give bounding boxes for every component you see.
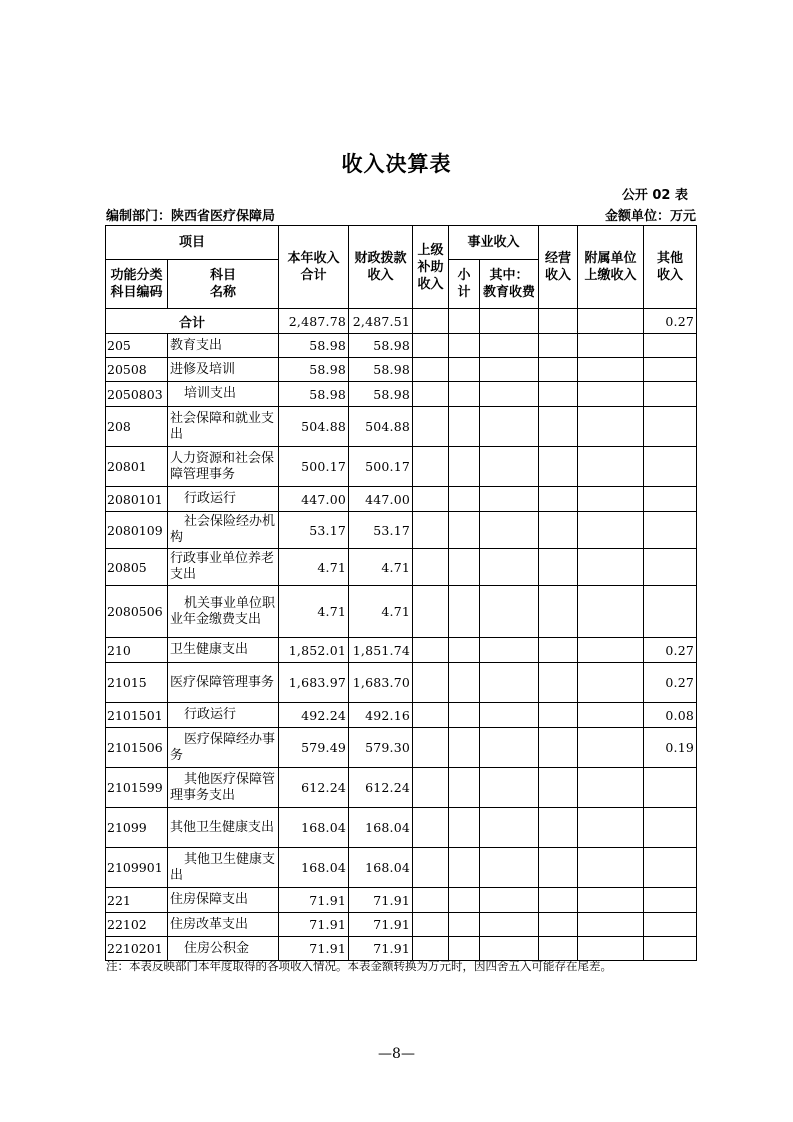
empty-cell: [539, 447, 578, 487]
empty-cell: [539, 586, 578, 638]
name-cell: 医疗保障管理事务: [168, 663, 279, 703]
fiscal-cell: 492.16: [349, 703, 413, 728]
total-cell: 4.71: [279, 549, 349, 586]
empty-cell: [449, 808, 480, 848]
table-row: [106, 848, 697, 888]
header-superior-line2: 补助: [417, 259, 444, 275]
empty-cell: [449, 728, 480, 768]
page-title: 收入决算表: [341, 152, 452, 176]
empty-cell: [578, 728, 644, 768]
empty-cell: [413, 334, 449, 358]
total-cell: 579.49: [279, 728, 349, 768]
table-row: [106, 638, 697, 663]
compiling-department: 编制部门：陕西省医疗保障局: [106, 209, 276, 224]
empty-cell: [413, 512, 449, 549]
empty-cell: [539, 334, 578, 358]
code-cell: 2210201: [106, 937, 168, 961]
name-cell: 教育支出: [168, 334, 279, 358]
code-cell: 2101501: [106, 703, 168, 728]
other-cell: [644, 487, 697, 512]
empty-cell: [413, 382, 449, 407]
header-total: [279, 226, 349, 309]
empty-cell: [449, 638, 480, 663]
empty-cell: [539, 888, 578, 913]
total-cell: 71.91: [279, 937, 349, 961]
empty-cell: [449, 937, 480, 961]
table-number: 公开 02 表: [621, 188, 688, 203]
code-cell: 2101506: [106, 728, 168, 768]
total-cell: 504.88: [279, 407, 349, 447]
code-cell: 208: [106, 407, 168, 447]
header-superior-line3: 收入: [417, 276, 444, 292]
header-subtotal-line2: 计: [457, 285, 471, 300]
total-cell: 58.98: [279, 334, 349, 358]
empty-cell: [480, 334, 539, 358]
header-func-code-line2: 科目编码: [110, 285, 163, 300]
empty-cell: [449, 487, 480, 512]
empty-cell: [578, 663, 644, 703]
empty-cell: [578, 334, 644, 358]
code-cell: 21015: [106, 663, 168, 703]
header-item: 项目: [106, 226, 279, 260]
empty-cell: [449, 382, 480, 407]
empty-cell: [480, 808, 539, 848]
empty-cell: [449, 512, 480, 549]
empty-cell: [539, 309, 578, 334]
empty-cell: [413, 447, 449, 487]
empty-cell: [578, 848, 644, 888]
empty-cell: [480, 487, 539, 512]
fiscal-cell: 168.04: [349, 848, 413, 888]
code-cell: 2050803: [106, 382, 168, 407]
empty-cell: [578, 913, 644, 937]
header-other-line1: 其他: [657, 251, 684, 266]
empty-cell: [539, 728, 578, 768]
other-cell: [644, 512, 697, 549]
table-row: [106, 407, 697, 447]
header-subtotal: [449, 260, 480, 309]
table-row: [106, 487, 697, 512]
header-func-code: [106, 260, 168, 309]
empty-cell: [578, 638, 644, 663]
empty-cell: [413, 913, 449, 937]
fiscal-cell: 58.98: [349, 334, 413, 358]
total-cell: 1,683.97: [279, 663, 349, 703]
name-cell: 其他卫生健康支出: [168, 808, 279, 848]
fiscal-cell: 504.88: [349, 407, 413, 447]
other-cell: [644, 913, 697, 937]
empty-cell: [480, 512, 539, 549]
name-cell: 住房公积金: [168, 937, 279, 961]
other-cell: [644, 768, 697, 808]
empty-cell: [480, 586, 539, 638]
header-fiscal-line1: 财政拨款: [354, 251, 407, 266]
empty-cell: [578, 382, 644, 407]
empty-cell: [480, 888, 539, 913]
name-cell: 社会保障和就业支出: [168, 407, 279, 447]
other-cell: [644, 358, 697, 382]
name-cell: 住房保障支出: [168, 888, 279, 913]
empty-cell: [539, 407, 578, 447]
name-cell: 其他医疗保障管理事务支出: [168, 768, 279, 808]
empty-cell: [480, 638, 539, 663]
fiscal-cell: 500.17: [349, 447, 413, 487]
empty-cell: [449, 888, 480, 913]
table-note: 注：本表反映部门本年度取得的各项收入情况。本表金额转换为万元时，因四舍五入可能存在尾差。: [106, 959, 612, 973]
name-cell: 其他卫生健康支出: [168, 848, 279, 888]
empty-cell: [449, 586, 480, 638]
empty-cell: [413, 937, 449, 961]
empty-cell: [539, 358, 578, 382]
empty-cell: [449, 913, 480, 937]
total-cell: 168.04: [279, 848, 349, 888]
name-cell: 行政运行: [168, 487, 279, 512]
name-cell: 卫生健康支出: [168, 638, 279, 663]
fiscal-cell: 71.91: [349, 888, 413, 913]
total-cell: 447.00: [279, 487, 349, 512]
name-cell: 住房改革支出: [168, 913, 279, 937]
page-number: —8—: [378, 1046, 415, 1062]
empty-cell: [413, 549, 449, 586]
header-edu-fee-line2: 教育收费: [483, 285, 536, 300]
empty-cell: [578, 703, 644, 728]
empty-cell: [480, 913, 539, 937]
table-row: [106, 808, 697, 848]
fiscal-cell: 71.91: [349, 937, 413, 961]
header-superior-line1: 上级: [417, 242, 444, 258]
table-row: [106, 586, 697, 638]
other-cell: [644, 586, 697, 638]
empty-cell: [413, 703, 449, 728]
fiscal-cell: 58.98: [349, 358, 413, 382]
empty-cell: [539, 937, 578, 961]
table-row: [106, 913, 697, 937]
table-row: [106, 512, 697, 549]
empty-cell: [413, 728, 449, 768]
name-cell: 社会保险经办机构: [168, 512, 279, 549]
header-other: [644, 226, 697, 309]
empty-cell: [578, 937, 644, 961]
empty-cell: [413, 768, 449, 808]
name-cell: 行政事业单位养老支出: [168, 549, 279, 586]
total-row-fiscal: 2,487.51: [349, 309, 413, 334]
empty-cell: [539, 768, 578, 808]
total-cell: 71.91: [279, 913, 349, 937]
empty-cell: [413, 358, 449, 382]
table-header: [106, 226, 697, 309]
empty-cell: [539, 913, 578, 937]
empty-cell: [413, 663, 449, 703]
empty-cell: [480, 358, 539, 382]
total-cell: 4.71: [279, 586, 349, 638]
total-row-label: 合计: [106, 309, 279, 334]
total-cell: 168.04: [279, 808, 349, 848]
header-affiliated: [578, 226, 644, 309]
name-cell: 医疗保障经办事务: [168, 728, 279, 768]
header-name-line1: 科目: [210, 268, 237, 283]
empty-cell: [480, 407, 539, 447]
amount-unit: 金额单位：万元: [604, 209, 696, 224]
other-cell: 0.19: [644, 728, 697, 768]
header-operating: [539, 226, 578, 309]
total-cell: 58.98: [279, 358, 349, 382]
empty-cell: [480, 937, 539, 961]
empty-cell: [578, 512, 644, 549]
other-cell: [644, 407, 697, 447]
table-row: [106, 937, 697, 961]
header-operating-line1: 经营: [545, 251, 572, 266]
header-affiliated-line1: 附属单位: [584, 251, 637, 266]
empty-cell: [578, 358, 644, 382]
header-name-line2: 名称: [210, 285, 237, 300]
header-other-line2: 收入: [657, 268, 684, 283]
empty-cell: [578, 487, 644, 512]
header-operating-line2: 收入: [545, 268, 572, 283]
header-total-line2: 合计: [300, 268, 327, 283]
header-name: [168, 260, 279, 309]
header-fiscal-line2: 收入: [367, 268, 394, 283]
empty-cell: [480, 447, 539, 487]
name-cell: 行政运行: [168, 703, 279, 728]
empty-cell: [539, 638, 578, 663]
header-superior: [413, 226, 449, 309]
code-cell: 20805: [106, 549, 168, 586]
fiscal-cell: 71.91: [349, 913, 413, 937]
revenue-table: [105, 225, 697, 961]
empty-cell: [539, 549, 578, 586]
code-cell: 210: [106, 638, 168, 663]
other-cell: 0.08: [644, 703, 697, 728]
table-row: [106, 728, 697, 768]
header-fiscal: [349, 226, 413, 309]
other-cell: 0.27: [644, 663, 697, 703]
empty-cell: [480, 728, 539, 768]
other-cell: [644, 848, 697, 888]
empty-cell: [539, 512, 578, 549]
empty-cell: [413, 586, 449, 638]
empty-cell: [413, 309, 449, 334]
empty-cell: [578, 888, 644, 913]
header-edu-fee: [480, 260, 539, 309]
name-cell: 机关事业单位职业年金缴费支出: [168, 586, 279, 638]
fiscal-cell: 53.17: [349, 512, 413, 549]
table-row: [106, 358, 697, 382]
empty-cell: [449, 768, 480, 808]
other-cell: [644, 888, 697, 913]
other-cell: [644, 549, 697, 586]
code-cell: 20801: [106, 447, 168, 487]
total-cell: 1,852.01: [279, 638, 349, 663]
table-row: [106, 382, 697, 407]
empty-cell: [578, 309, 644, 334]
empty-cell: [449, 848, 480, 888]
empty-cell: [413, 848, 449, 888]
empty-cell: [539, 808, 578, 848]
empty-cell: [449, 407, 480, 447]
total-cell: 612.24: [279, 768, 349, 808]
empty-cell: [413, 407, 449, 447]
empty-cell: [480, 848, 539, 888]
total-row-total: 2,487.78: [279, 309, 349, 334]
other-cell: [644, 382, 697, 407]
empty-cell: [539, 848, 578, 888]
table-row: [106, 447, 697, 487]
empty-cell: [539, 703, 578, 728]
total-cell: 500.17: [279, 447, 349, 487]
header-edu-fee-line1: 其中：: [489, 268, 529, 283]
other-cell: [644, 937, 697, 961]
fiscal-cell: 447.00: [349, 487, 413, 512]
table-row: [106, 768, 697, 808]
empty-cell: [480, 663, 539, 703]
empty-cell: [539, 663, 578, 703]
empty-cell: [449, 447, 480, 487]
empty-cell: [578, 768, 644, 808]
empty-cell: [449, 358, 480, 382]
table-row: [106, 549, 697, 586]
total-cell: 53.17: [279, 512, 349, 549]
code-cell: 2080101: [106, 487, 168, 512]
empty-cell: [578, 549, 644, 586]
fiscal-cell: 4.71: [349, 586, 413, 638]
empty-cell: [449, 309, 480, 334]
fiscal-cell: 612.24: [349, 768, 413, 808]
table-row: [106, 888, 697, 913]
total-cell: 58.98: [279, 382, 349, 407]
code-cell: 221: [106, 888, 168, 913]
empty-cell: [578, 447, 644, 487]
empty-cell: [449, 663, 480, 703]
header-subtotal-line1: 小: [457, 268, 471, 283]
fiscal-cell: 579.30: [349, 728, 413, 768]
code-cell: 2080506: [106, 586, 168, 638]
code-cell: 2109901: [106, 848, 168, 888]
fiscal-cell: 58.98: [349, 382, 413, 407]
table-row: [106, 663, 697, 703]
empty-cell: [413, 487, 449, 512]
empty-cell: [413, 808, 449, 848]
fiscal-cell: 4.71: [349, 549, 413, 586]
code-cell: 21099: [106, 808, 168, 848]
code-cell: 205: [106, 334, 168, 358]
name-cell: 进修及培训: [168, 358, 279, 382]
header-affiliated-line2: 上缴收入: [584, 268, 637, 283]
header-business: 事业收入: [449, 226, 539, 260]
empty-cell: [578, 808, 644, 848]
total-row: [106, 309, 697, 334]
other-cell: [644, 808, 697, 848]
header-func-code-line1: 功能分类: [110, 268, 163, 283]
total-cell: 71.91: [279, 888, 349, 913]
empty-cell: [480, 382, 539, 407]
empty-cell: [578, 407, 644, 447]
other-cell: 0.27: [644, 638, 697, 663]
empty-cell: [449, 334, 480, 358]
total-row-other: 0.27: [644, 309, 697, 334]
other-cell: [644, 334, 697, 358]
empty-cell: [480, 309, 539, 334]
total-cell: 492.24: [279, 703, 349, 728]
table-body: [106, 309, 697, 961]
table-row: [106, 334, 697, 358]
header-total-line1: 本年收入: [287, 251, 340, 266]
code-cell: 22102: [106, 913, 168, 937]
empty-cell: [480, 703, 539, 728]
empty-cell: [539, 487, 578, 512]
code-cell: 2080109: [106, 512, 168, 549]
empty-cell: [449, 549, 480, 586]
fiscal-cell: 1,683.70: [349, 663, 413, 703]
empty-cell: [480, 549, 539, 586]
code-cell: 20508: [106, 358, 168, 382]
name-cell: 培训支出: [168, 382, 279, 407]
name-cell: 人力资源和社会保障管理事务: [168, 447, 279, 487]
other-cell: [644, 447, 697, 487]
empty-cell: [539, 382, 578, 407]
fiscal-cell: 1,851.74: [349, 638, 413, 663]
empty-cell: [413, 888, 449, 913]
code-cell: 2101599: [106, 768, 168, 808]
fiscal-cell: 168.04: [349, 808, 413, 848]
table-row: [106, 703, 697, 728]
empty-cell: [449, 703, 480, 728]
empty-cell: [578, 586, 644, 638]
empty-cell: [413, 638, 449, 663]
empty-cell: [480, 768, 539, 808]
